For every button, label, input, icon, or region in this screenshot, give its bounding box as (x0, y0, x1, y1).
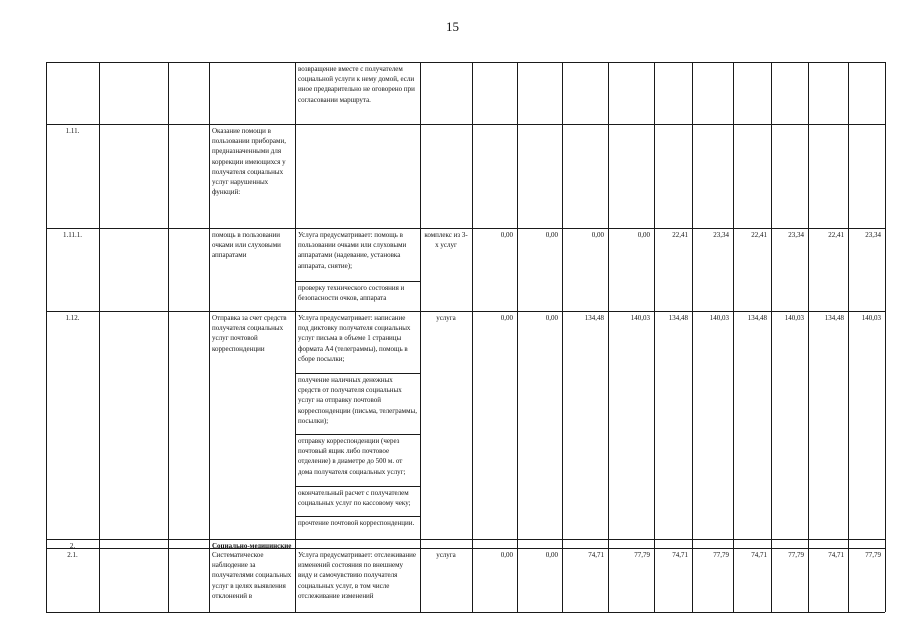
table-cell-item-2-1-d: Систематическое наблюдение за получателями социальных услуг в целях выявления отклонений в (212, 551, 292, 600)
table-cell-item-1-11-a: 1.11. (65, 127, 80, 135)
table-cell-item-2-1-p: 77,79 (865, 551, 881, 559)
table-cell-item-1-11-1-a: 1.11.1. (63, 231, 82, 239)
table-cell-item-1-11-1-l: 23,34 (713, 231, 729, 239)
table-cell-item-1-11-1-e: Услуга предусматривает: помощь в пользовании очками или слуховыми аппаратами (надевание, установка аппарата, снятие); (298, 231, 407, 270)
table-cell-item-2-1-g: 0,00 (500, 551, 513, 559)
table-cell-item-2-1-l: 77,79 (713, 551, 729, 559)
table-cell-item-1-12-o: 134,48 (824, 314, 844, 322)
table-cell-item-1-12-d-e: окончательный расчет с получателем социальных услуг по кассовому чеку; (298, 489, 411, 508)
page-number: 15 (446, 19, 459, 34)
table-cell-item-1-12-c-e: отправку корреспонденции (через почтовый ящик либо почтовое отделение) в диаметре до 500 м. от дома получателя социальных услуг; (298, 437, 406, 476)
grid-line-horizontal (46, 539, 885, 540)
table-cell-item-1-11-1-p: 23,34 (865, 231, 881, 239)
table-cell-item-2-1-a: 2.1. (67, 551, 78, 559)
table-cell-item-1-12-h: 0,00 (545, 314, 558, 322)
table-cell-item-2-1-o: 74,71 (828, 551, 844, 559)
table-cell-item-1-12-j: 140,03 (630, 314, 650, 322)
table-cell-item-1-11-1-g: 0,00 (500, 231, 513, 239)
table-cell-item-2-1-i: 74,71 (588, 551, 604, 559)
table-cell-continuation-e: возвращение вместе с получателем социальной услуги к нему домой, если иное предварительно не оговорено при согласовании маршрута. (298, 65, 415, 104)
table-cell-item-2-1-j: 77,79 (634, 551, 650, 559)
grid-line-vertical (885, 62, 886, 612)
table-cell-item-1-11-1-n: 23,34 (788, 231, 804, 239)
table-cell-item-1-12-f: услуга (436, 314, 456, 322)
table-cell-item-1-12-l: 140,03 (709, 314, 729, 322)
table-cell-item-2-1-k: 74,71 (672, 551, 688, 559)
grid-line-horizontal (46, 62, 885, 63)
grid-line-vertical (168, 62, 169, 612)
table-cell-item-2-1-n: 77,79 (788, 551, 804, 559)
table-cell-item-1-11-d: Оказание помощи в пользовании приборами, предназначенными для коррекции имеющихся у получателя социальных услуг нарушенных функций: (212, 127, 286, 197)
table-cell-item-1-11-1-m: 22,41 (751, 231, 767, 239)
grid-line-vertical (99, 62, 100, 612)
table-cell-item-1-12-b-e: получение наличных денежных средств от получателя социальных услуг на отправку почтовой корреспонденции (письма, телеграммы, посылки); (298, 376, 417, 425)
table-cell-item-1-12-a: 1.12. (65, 314, 80, 322)
grid-line-horizontal (46, 124, 885, 125)
table-cell-item-2-1-e: Услуга предусматривает: отслеживание изменений состояния по внешнему виду и самочувствию получателя социальных услуг, в том числе отслеживание изменений (298, 551, 417, 600)
grid-line-horizontal (46, 612, 885, 613)
table-cell-section-2-a: 2. (69, 542, 76, 548)
table-cell-item-1-12-i: 134,48 (584, 314, 604, 322)
table-cell-item-1-11-1-i: 0,00 (591, 231, 604, 239)
table-cell-item-1-12-m: 134,48 (747, 314, 767, 322)
table-cell-item-1-11-1-b-e: проверку технического состояния и безопасности очков, аппарата (298, 284, 405, 303)
table-cell-item-1-12-e-e: прочтение почтовой корреспонденции. (298, 519, 415, 527)
table-cell-item-1-12-k: 134,48 (668, 314, 688, 322)
table-cell-item-1-11-1-h: 0,00 (545, 231, 558, 239)
table-cell-item-1-12-g: 0,00 (500, 314, 513, 322)
table-cell-item-2-1-h: 0,00 (545, 551, 558, 559)
table-cell-item-1-11-1-f: комплекс из 3-х услуг (424, 231, 468, 250)
table-cell-item-2-1-m: 74,71 (751, 551, 767, 559)
table-cell-item-1-12-d: Отправка за счет средств получателя социальных услуг почтовой корреспонденции (212, 314, 287, 353)
table-cell-item-1-11-1-j: 0,00 (637, 231, 650, 239)
table-cell-section-2-d: Социально-медицинские (212, 542, 292, 548)
table-cell-item-1-11-1-o: 22,41 (828, 231, 844, 239)
table-cell-item-1-12-p: 140,03 (861, 314, 881, 322)
table-cell-item-1-12-e: Услуга предусматривает: написание под диктовку получателя социальных услуг письма в объеме 1 страницы формата А4 (телеграммы), помощь в сборе посылки; (298, 314, 411, 363)
table-cell-item-1-11-1-k: 22,41 (672, 231, 688, 239)
table-cell-item-2-1-f: услуга (436, 551, 456, 559)
table-cell-item-1-11-1-d: помощь в пользовании очками или слуховыми аппаратами (212, 231, 281, 260)
table-cell-item-1-12-n: 140,03 (784, 314, 804, 322)
